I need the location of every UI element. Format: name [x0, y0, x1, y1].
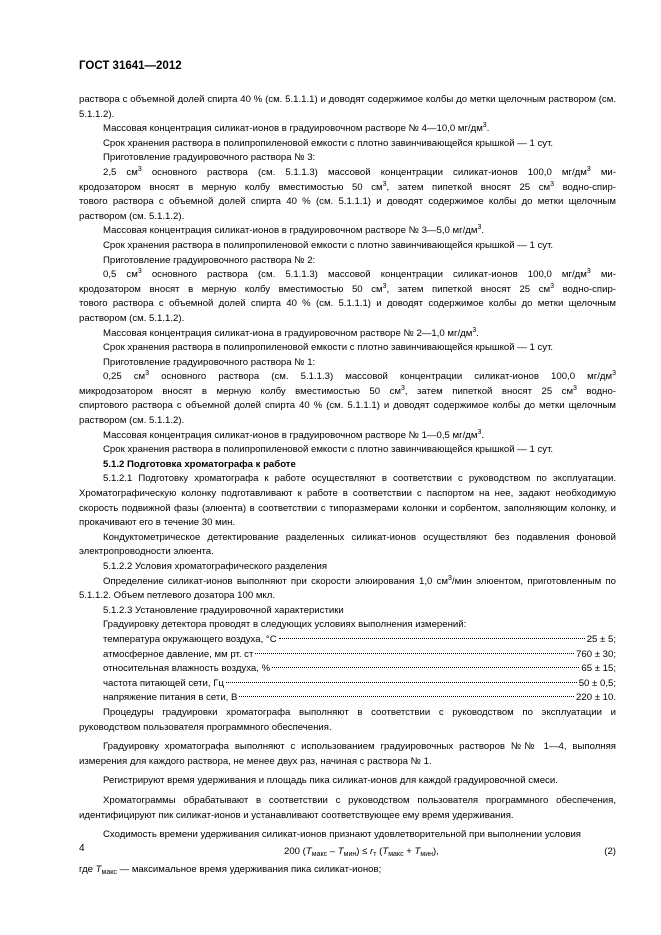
paragraph: Определение силикат-ионов выполняют при скорости элюирования 1,0 $см^3$/мин элюентом, приготовленным по 5.1.1.2. Объем петлевого дозатора 100 мкл. [79, 574, 616, 602]
paragraph: Массовая концентрация силикат-иона в градуировочном растворе № 2—1,0 $мг/дм^3$. [103, 326, 479, 339]
paragraph: тового раствора с объемной долей спирта 40 % (см. 5.1.1.1) и доводят содержимое колбы до метки щелочным раствором (см. 5.1.1.2). [79, 298, 616, 324]
paragraph: микродозатором вносят в мерную колбу вместимостью 50 $см^3$, затем пипеткой вносят 25 $см^3$ водно- [79, 384, 616, 397]
paragraph: Массовая концентрация силикат-ионов в градуировочном растворе № 1—0,5 $мг/дм^3$. [103, 428, 485, 441]
paragraph: 5.1.2.1 Подготовку хроматографа к работе осуществляют в соответствии с руководством по эксплуатации. Хроматографическую колонку подготавливают к работе в соответствии с паспортом на нее, задают необходимую скорость подвижной фазы (элюента) в соответствии с типоразмерами колонки и сорбентом, заполняющим колонку, и прокачивают его в течение 30 мин. [79, 473, 616, 529]
paragraph: тового раствора с объемной долей спирта 40 % (см. 5.1.1.1) и доводят содержимое колбы до метки щелочным раствором (см. 5.1.1.2). [79, 196, 616, 222]
paragraph: Срок хранения раствора в полипропиленовой емкости с плотно завинчивающейся крышкой — 1 сут. [103, 137, 554, 149]
formula [79, 845, 616, 861]
paragraph: 0,5 $см^3$ основного раствора (см. 5.1.1.3) массовой концентрации силикат-ионов 100,0 $мг/дм^3$ ми- [103, 268, 616, 281]
subsection-heading: 5.1.2.3 Установление градуировочной характеристики [103, 604, 344, 616]
paragraph: Срок хранения раствора в полипропиленовой емкости с плотно завинчивающейся крышкой — 1 сут. [103, 239, 554, 251]
document-body [79, 93, 616, 877]
paragraph: спиртового раствора с объемной долей спирта 40 % (см. 5.1.1.1) и доводят содержимое колбы до метки щелочным раствором (см. 5.1.1.2). [79, 400, 616, 427]
paragraph: Градуировку детектора проводят в следующих условиях выполнения измерений: [103, 619, 467, 631]
page-number: 4 [79, 843, 85, 854]
paragraph: Приготовление градуировочного раствора № 1: [103, 356, 316, 368]
subsection-heading: 5.1.2.2 Условия хроматографического разделения [103, 561, 328, 572]
condition-row: относительная влажность воздуха, % 65 ± 15; [103, 663, 616, 675]
condition-row: напряжение питания в сети, В 220 ± 10. [103, 692, 616, 704]
paragraph: 2,5 $см^3$ основного раствора (см. 5.1.1.3) массовой концентрации силикат-ионов 100,0 $мг/дм^3$ ми- [103, 165, 616, 178]
formula-number: (2) [604, 845, 616, 857]
paragraph: Приготовление градуировочного раствора № 3: [103, 152, 316, 164]
formula-expression: 200 $(T_{макс} - T_{мин}) \le r_т$ $(T_{макс} + T_{мин})$, [284, 845, 439, 858]
paragraph: Процедуры градуировки хроматографа выполняют в соответствии с руководством по эксплуатации и руководством пользователя программного обеспечения. [79, 706, 616, 733]
condition-row: атмосферное давление, мм рт. ст 760 ± 30; [103, 648, 616, 660]
section-heading: 5.1.2 Подготовка хроматографа к работе [103, 458, 296, 470]
paragraph: раствора с объемной долей спирта 40 % (см. 5.1.1.1) и доводят содержимое колбы до метки щелочным раствором (см. 5.1.1.2). [79, 94, 616, 120]
paragraph: Срок хранения раствора в полипропиленовой емкости с плотно завинчивающейся крышкой — 1 сут. [103, 444, 554, 456]
paragraph: Срок хранения раствора в полипропиленовой емкости с плотно завинчивающейся крышкой — 1 сут. [103, 342, 554, 354]
paragraph: Сходимость времени удерживания силикат-ионов признают удовлетворительной при выполнении условия [103, 829, 581, 841]
paragraph: Массовая концентрация силикат-ионов в градуировочном растворе № 3—5,0 $мг/дм^3$. [103, 224, 485, 237]
paragraph: Хроматограммы обрабатывают в соответствии с руководством пользователя программного обеспечения, идентифицируют пик силикат-ионов и устанавливают соответствующее ему время удерживания. [79, 794, 616, 821]
paragraph: где $T_{макс}$ — максимальное время удерживания пика силикат-ионов; [79, 863, 382, 876]
condition-row: частота питающей сети, Гц 50 ± 0,5; [103, 677, 616, 689]
paragraph: Градуировку хроматографа выполняют с использованием градуировочных растворов №№ 1—4, выполняя измерения для каждого раствора, не менее двух раз, начиная с раствора № 1. [79, 741, 616, 767]
paragraph: кродозатором вносят в мерную колбу вместимостью 50 $см^3$, затем пипеткой вносят 25 $см^3$ водно-спир- [79, 180, 616, 193]
paragraph: Регистрируют время удерживания и площадь пика силикат-ионов для каждой градуировочной смеси. [103, 775, 558, 787]
document-header: ГОСТ 31641—2012 [79, 60, 182, 72]
paragraph: кродозатором вносят в мерную колбу вместимостью 50 $см^3$, затем пипеткой вносят 25 $см^3$ водно-спир- [79, 282, 616, 295]
paragraph: Массовая концентрация силикат-ионов в градуировочном растворе № 4—10,0 $мг/дм^3$. [103, 122, 490, 135]
paragraph: 0,25 $см^3$ основного раствора (см. 5.1.1.3) массовой концентрации силикат-ионов 100,0 $мг/дм^3$ [103, 370, 617, 383]
paragraph: Приготовление градуировочного раствора № 2: [103, 254, 316, 266]
condition-row: температура окружающего воздуха, °С 25 ± 5; [103, 633, 616, 645]
paragraph: Кондуктометрическое детектирование разделенных силикат-ионов осуществляют без подавления фоновой электропроводности элюента. [79, 531, 616, 558]
